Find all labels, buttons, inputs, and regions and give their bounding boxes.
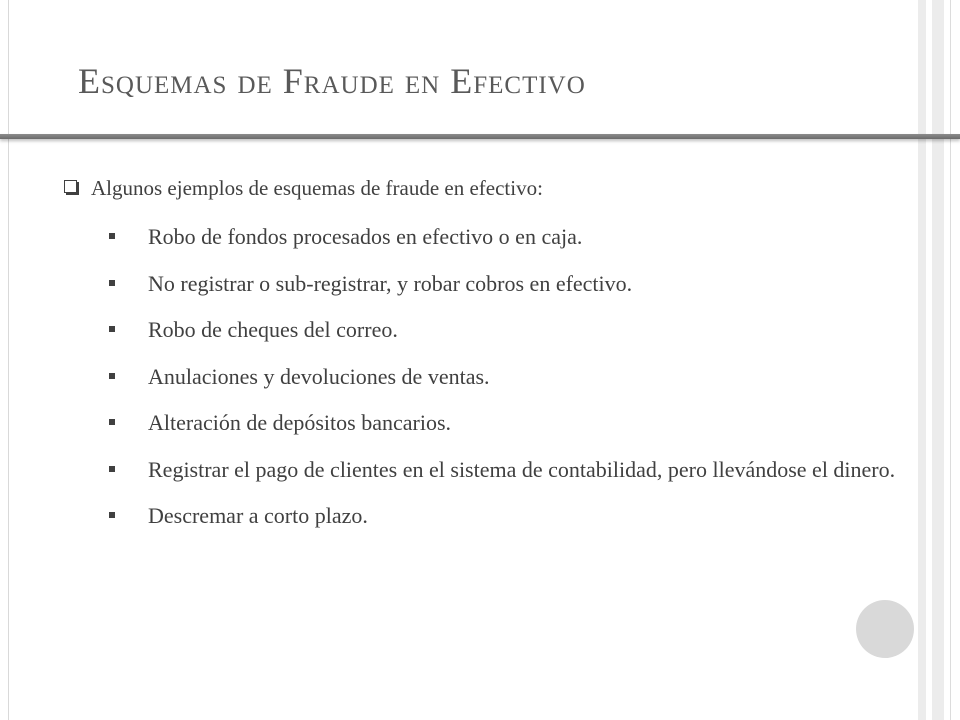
right-border-line	[950, 0, 951, 720]
list-item	[108, 313, 911, 346]
square-bullet-icon	[109, 466, 115, 472]
checkbox-square-icon	[64, 180, 77, 193]
list-item-text: Robo de cheques del correo.	[148, 317, 398, 342]
square-bullet-icon	[109, 326, 115, 332]
list-item	[108, 453, 911, 486]
list-item	[108, 499, 911, 532]
list-item	[108, 406, 911, 439]
list-item-text: No registrar o sub-registrar, y robar cobros en efectivo.	[148, 270, 633, 296]
list-item-text: Registrar el pago de clientes en el sistema de contabilidad, pero llevándose el dinero.	[148, 456, 896, 482]
list-item	[108, 360, 911, 393]
examples-list	[108, 220, 911, 546]
right-decorative-band-outer	[932, 0, 944, 720]
list-item	[108, 220, 911, 253]
intro-text: Algunos ejemplos de esquemas de fraude en efectivo:	[91, 176, 543, 200]
square-bullet-icon	[109, 512, 115, 518]
list-item-text: Anulaciones y devoluciones de ventas.	[148, 363, 490, 389]
intro-paragraph	[64, 176, 543, 201]
list-item-text: Descremar a corto plazo.	[148, 503, 368, 528]
title-divider	[0, 134, 960, 139]
list-item-text: Alteración de depósitos bancarios.	[148, 410, 452, 435]
square-bullet-icon	[109, 419, 115, 425]
left-border-line	[8, 0, 9, 720]
square-bullet-icon	[109, 233, 115, 239]
list-item-text: Robo de fondos procesados en efectivo o en caja.	[148, 224, 583, 249]
list-item	[108, 267, 911, 300]
right-decorative-band	[918, 0, 926, 720]
square-bullet-icon	[109, 373, 115, 379]
square-bullet-icon	[109, 280, 115, 286]
decorative-circle	[856, 600, 914, 658]
slide-title: Esquemas de Fraude en Efectivo	[78, 61, 586, 101]
